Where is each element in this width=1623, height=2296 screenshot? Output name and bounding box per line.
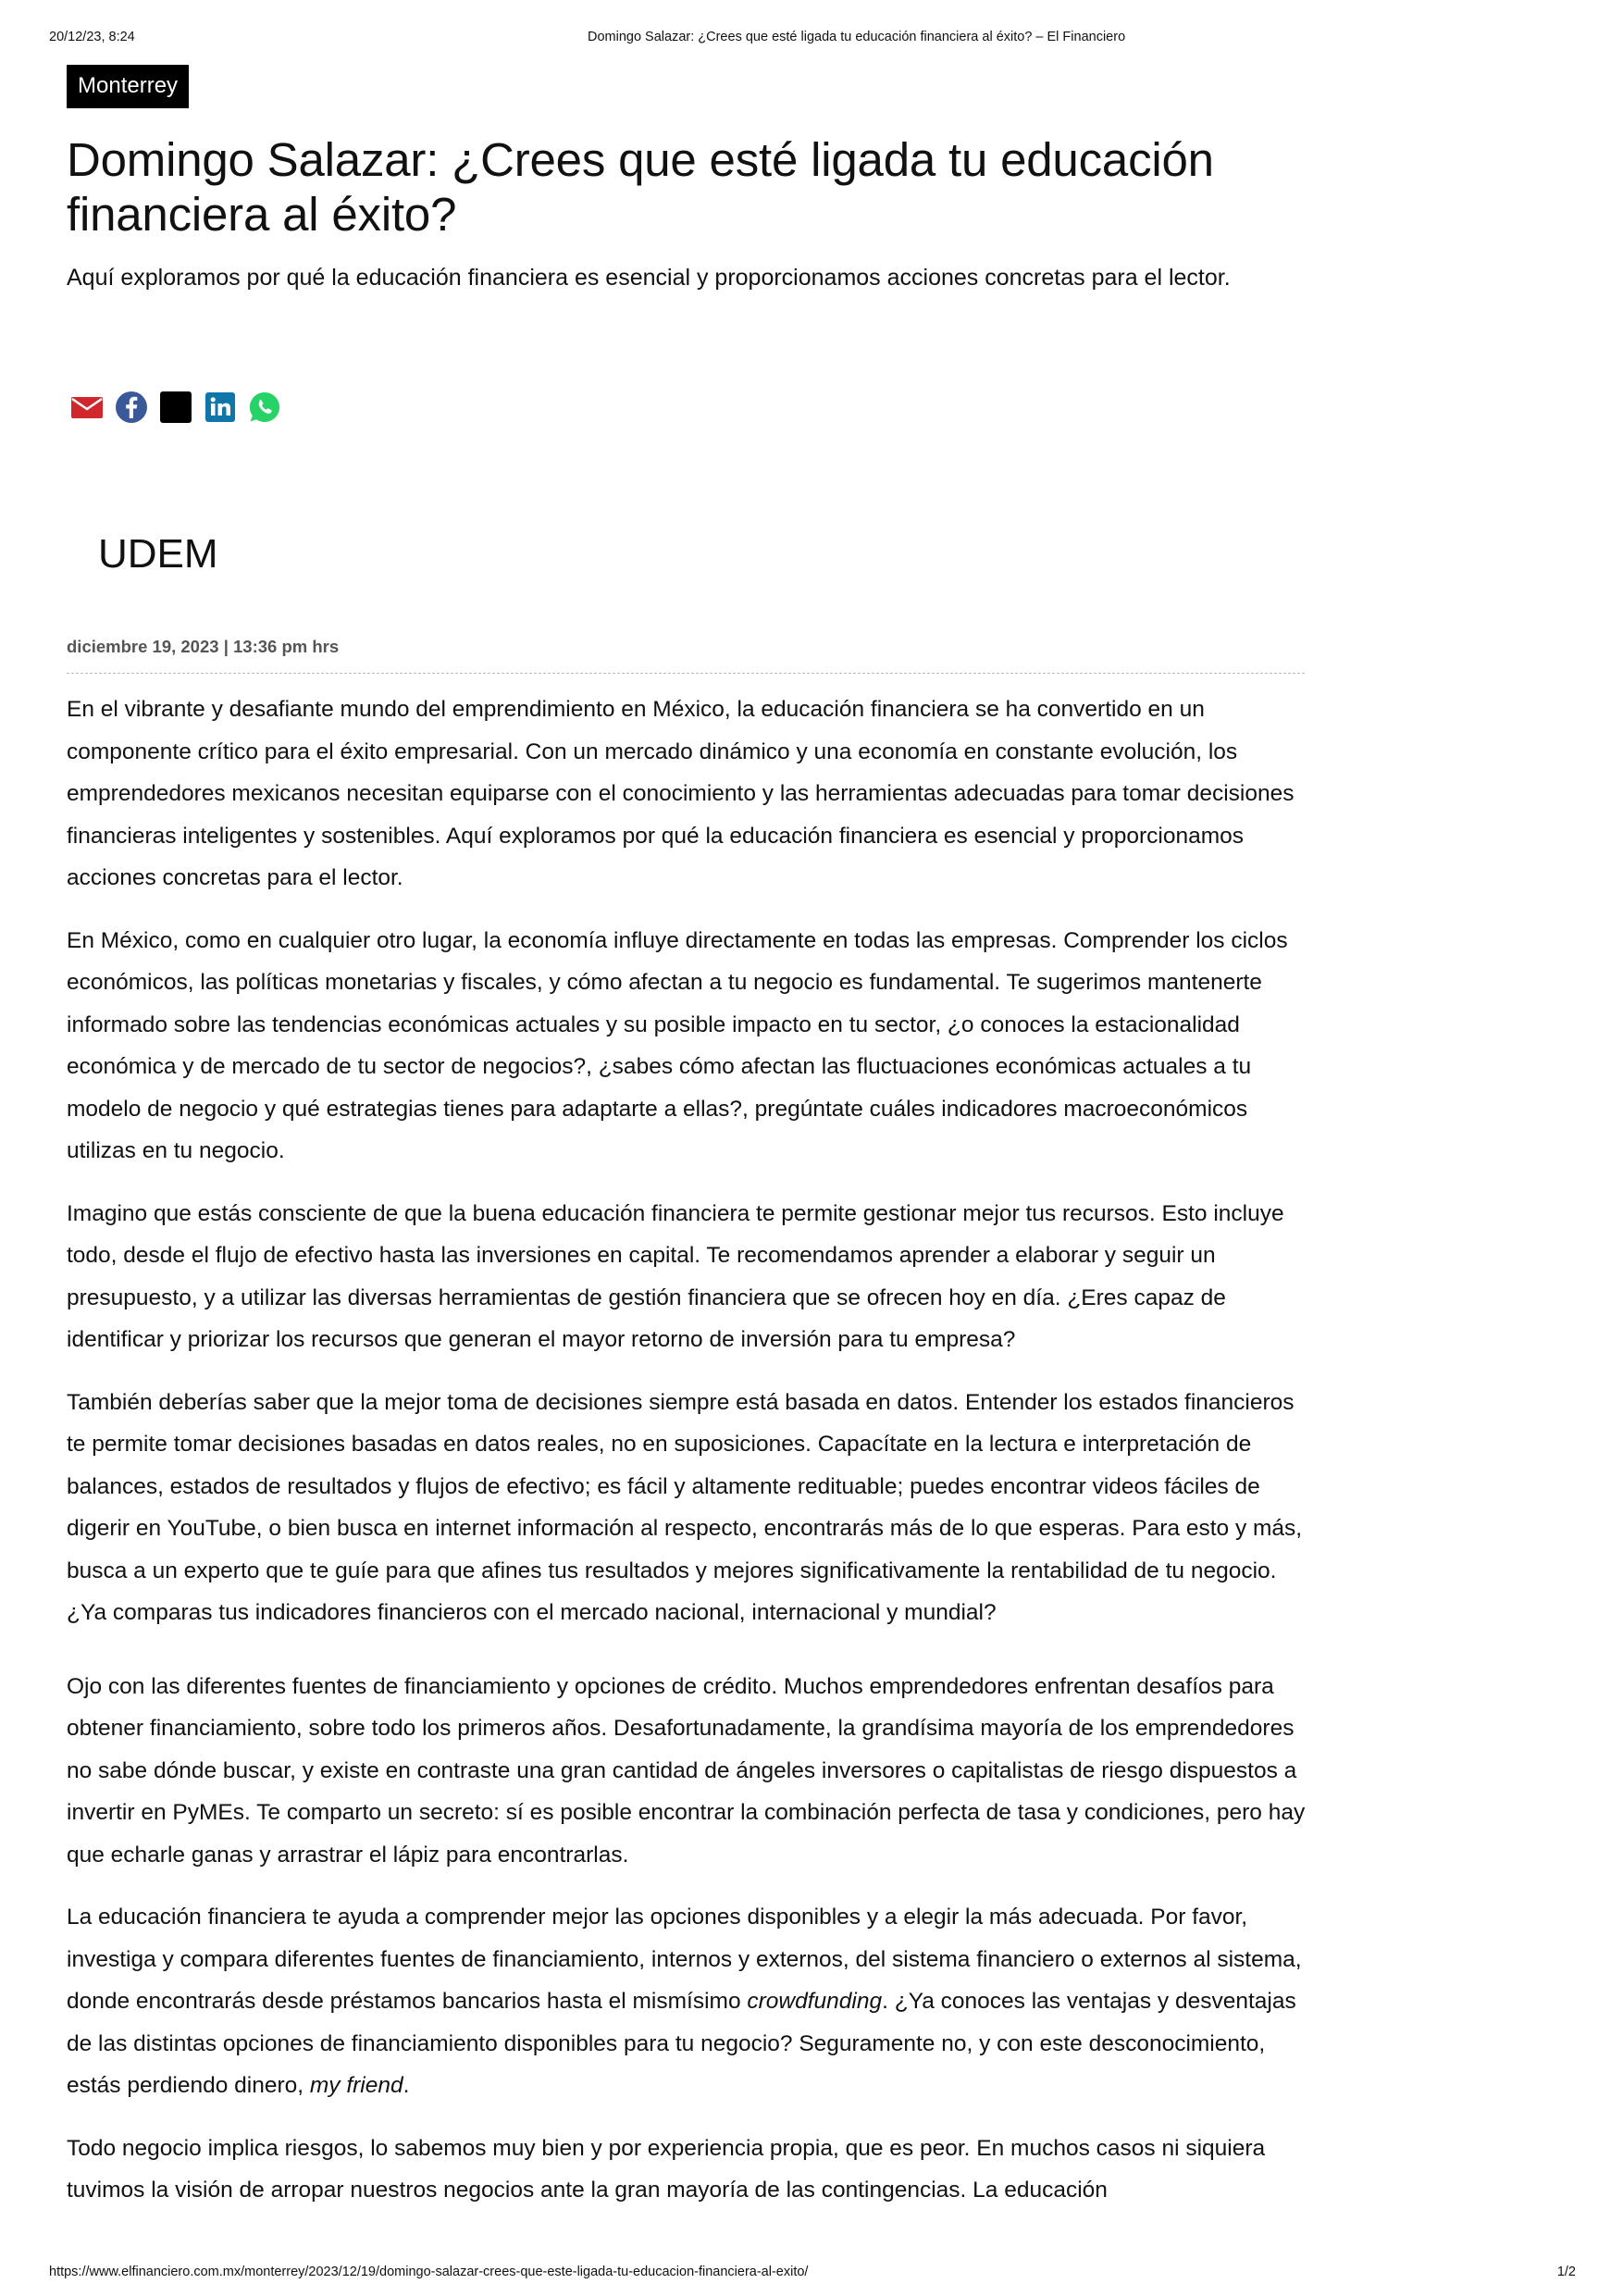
subheadline: Aquí exploramos por qué la educación financiera es esencial y proporcionamos acciones concretas para el lector. <box>67 265 1231 291</box>
facebook-icon[interactable] <box>115 391 148 424</box>
dateline: diciembre 19, 2023 | 13:36 pm hrs <box>67 637 340 656</box>
author[interactable]: UDEM <box>98 531 218 577</box>
page-number: 1/2 <box>1556 2265 1576 2279</box>
email-icon[interactable] <box>70 391 104 424</box>
whatsapp-icon[interactable] <box>248 391 281 424</box>
paragraph-text: . ¿Ya conoces las ventajas y desventajas de las distintas opciones de financiamiento disponibles para tu negocio? Seguramente no, y con este desconocimiento, estás perdiendo dinero, <box>67 1989 1296 2098</box>
paragraph: Ojo con las diferentes fuentes de financiamiento y opciones de crédito. Muchos emprendedores enfrentan desafíos para obtener financiamiento, sobre todo los primeros años. Desafortunadamente, la grandísima mayoría de los emprendedores no sabe dónde buscar, y existe en contraste una gran cantidad de ángeles inversores o capitalistas de riesgo dispuestos a invertir en PyMEs. Te comparto un secreto: sí es posible encontrar la combinación perfecta de tasa y condiciones, pero hay que echarle ganas y arrastrar el lápiz para encontrarlas. <box>67 1673 1306 1868</box>
headline: Domingo Salazar: ¿Crees que esté ligada tu educación financiera al éxito? <box>67 133 1214 241</box>
linkedin-icon[interactable] <box>204 391 237 424</box>
x-icon[interactable] <box>159 391 192 424</box>
paragraph: Todo negocio implica riesgos, lo sabemos muy bien y por experiencia propia, que es peor. En muchos casos ni siquiera tuvimos la visión de arropar nuestros negocios ante la gran mayoría de las contingencias. La educación <box>67 2135 1266 2203</box>
paragraph <box>67 1896 1311 2107</box>
paragraph-text: La educación financiera te ayuda a comprender mejor las opciones disponibles y a elegir la más adecuada. Por favor, investiga y compara diferentes fuentes de financiamiento, internos y externos, del sistema financiero o externos al sistema, donde encontrarás desde préstamos bancarios hasta el mismísimo <box>67 1905 1302 2014</box>
italic-term: crowdfunding <box>747 1989 883 2014</box>
paragraph: Imagino que estás consciente de que la buena educación financiera te permite gestionar mejor tus recursos. Esto incluye todo, desde el flujo de efectivo hasta las inversiones en capital. Te recomendamos aprender a elaborar y seguir un presupuesto, y a utilizar las diversas herramientas de gestión financiera que se ofrecen hoy en día. ¿Eres capaz de identificar y priorizar los recursos que generan el mayor retorno de inversión para tu empresa? <box>67 1200 1284 1352</box>
article <box>67 65 1307 2203</box>
print-header <box>49 30 1576 50</box>
article-body <box>67 689 1311 2232</box>
print-url[interactable]: https://www.elfinanciero.com.mx/monterrey/2023/12/19/domingo-salazar-crees-que-este-ligada-tu-educacion-financiera-al-exito/ <box>49 2265 809 2279</box>
section-tag[interactable]: Monterrey <box>67 65 189 108</box>
print-datetime: 20/12/23, 8:24 <box>49 30 135 44</box>
print-page-title: Domingo Salazar: ¿Crees que esté ligada tu educación financiera al éxito? – El Financiero <box>588 30 1126 44</box>
divider <box>67 673 1305 674</box>
paragraph-text: . <box>403 2073 410 2098</box>
paragraph: También deberías saber que la mejor toma de decisiones siempre está basada en datos. Entender los estados financieros te permite tomar decisiones basadas en datos reales, no en suposiciones. Capacítate en la lectura e interpretación de balances, estados de resultados y flujos de efectivo; es fácil y altamente redituable; puedes encontrar videos fáciles de digerir en YouTube, o bien busca en internet información al respecto, encontrarás más de lo que esperas. Para esto y más, busca a un experto que te guíe para que afines tus resultados y mejores significativamente la rentabilidad de tu negocio. ¿Ya comparas tus indicadores financieros con el mercado nacional, internacional y mundial? <box>67 1389 1303 1625</box>
italic-term: my friend <box>309 2073 403 2098</box>
paragraph: En el vibrante y desafiante mundo del emprendimiento en México, la educación financiera se ha convertido en un componente crítico para el éxito empresarial. Con un mercado dinámico y una economía en constante evolución, los emprendedores mexicanos necesitan equiparse con el conocimiento y las herramientas adecuadas para tomar decisiones financieras inteligentes y sostenibles. Aquí exploramos por qué la educación financiera es esencial y proporcionamos acciones concretas para el lector. <box>67 697 1295 890</box>
paragraph: En México, como en cualquier otro lugar, la economía influye directamente en todas las empresas. Comprender los ciclos económicos, las políticas monetarias y fiscales, y cómo afectan a tu negocio es fundamental. Te sugerimos mantenerte informado sobre las tendencias económicas actuales y su posible impacto en tu sector, ¿o conoces la estacionalidad económica y de mercado de tu sector de negocios?, ¿sabes cómo afectan las fluctuaciones económicas actuales a tu modelo de negocio y qué estrategias tienes para adaptarte a ellas?, pregúntate cuáles indicadores macroeconómicos utilizas en tu negocio. <box>67 927 1288 1163</box>
